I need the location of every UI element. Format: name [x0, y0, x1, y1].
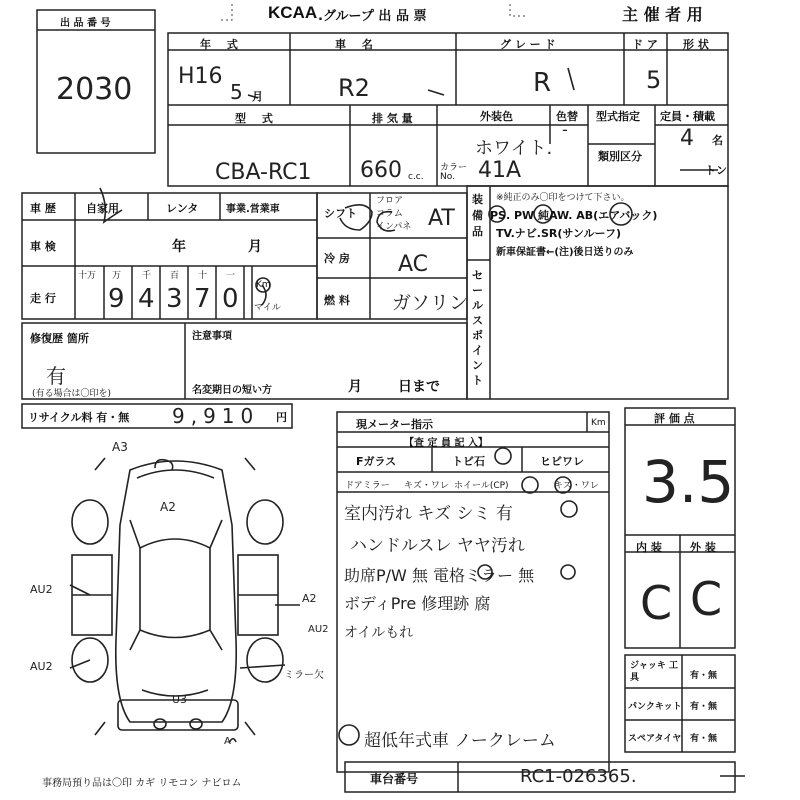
inspection-label: 車 検	[30, 240, 56, 253]
mileage-label: 走 行	[30, 292, 56, 305]
capacity-value: 4	[680, 126, 694, 151]
exterior-color-value: ホワイト.	[475, 138, 553, 159]
equipment-note: ※純正のみ〇印をつけて下さい。	[496, 193, 630, 203]
km-label: Km	[256, 280, 271, 290]
month-unit: 月	[252, 90, 263, 103]
digit-unit-100k: 十万	[78, 271, 97, 281]
door-label: ド ア	[632, 38, 658, 51]
owner-copy-label: 主 催 者 用	[622, 5, 703, 24]
fuel-value: ガソリン	[392, 292, 469, 314]
recycle-fee-unit: 円	[276, 411, 287, 424]
shift-label: シフト	[324, 207, 357, 220]
puncture-kit-label: パンクキット	[628, 702, 682, 712]
digit-unit-1: 一	[226, 271, 236, 281]
remark-line: 助席P/W 無 電格ミラー 無	[344, 566, 535, 585]
shift-option-instrument-panel: インパネ	[376, 222, 412, 232]
score-value: 3.5	[642, 448, 735, 516]
digit-unit-100: 百	[170, 271, 180, 281]
ac-label: 冷 房	[324, 252, 350, 265]
year-label: 年 式	[200, 38, 244, 51]
damage-mark: A3	[112, 440, 128, 454]
vehicle-name-value: R2	[338, 74, 370, 102]
jack-tools-label: ジャッキ 工 具	[630, 661, 678, 683]
damage-mark: AU2	[308, 624, 329, 635]
deadline-label: 名変期日の短い方	[192, 385, 272, 396]
remark-line: オイルもれ	[344, 625, 414, 641]
color-no-value: 41A	[478, 158, 522, 183]
inspection-month: 月	[248, 239, 262, 255]
office-items-note: 事務局預り品は〇印 カギ リモコン ナビロム	[42, 778, 242, 789]
puncture-kit-value: 有・無	[690, 702, 718, 712]
spare-tire-label: スペアタイヤ	[628, 734, 682, 744]
displacement-unit: c.c.	[408, 172, 424, 182]
exterior-label: 外 装	[690, 541, 716, 554]
front-glass-label: Fガラス	[356, 455, 397, 468]
wheel-label: ホイール(CP)	[454, 481, 509, 491]
damage-mark: AU2	[30, 583, 53, 596]
type-spec-label: 型式指定	[596, 110, 640, 123]
shift-option-floor: フロア	[376, 196, 404, 206]
wheel-value: キズ・ワレ	[554, 481, 599, 491]
spare-tire-value: 有・無	[690, 734, 718, 744]
grade-value: R	[533, 68, 552, 98]
remark-line: 室内汚れ キズ シミ 有	[344, 504, 513, 524]
private-use-label: 自家用	[86, 202, 119, 215]
digit-unit-10k: 万	[112, 271, 122, 281]
sales-point-label: セールスポイント	[472, 269, 483, 387]
color-no-label: カラー No.	[440, 163, 468, 182]
repair-history-note: (有る場合は〇印を)	[32, 389, 112, 399]
color-swap-value: -	[562, 120, 568, 139]
chassis-number-value: RC1-026365.	[520, 766, 637, 787]
equipment-line-1: PS. PW 純AW. AB(エアバック)	[490, 209, 658, 222]
displacement-label: 排 気 量	[372, 112, 413, 125]
model-value: CBA-RC1	[215, 160, 312, 185]
bottom-remark: 超低年式車 ノークレーム	[364, 731, 556, 751]
inspection-year: 年	[172, 239, 186, 255]
damage-mark: A2	[302, 592, 317, 605]
year-value: H16	[178, 64, 223, 89]
remark-line: ボディPre 修理跡 腐	[344, 594, 491, 613]
exterior-grade: C	[690, 572, 723, 626]
deadline-day: 日まで	[398, 379, 440, 395]
mile-label: マイル	[254, 303, 281, 313]
repair-history-value: 有	[46, 364, 66, 388]
recycle-fee-label: リサイクル料 有・無	[28, 411, 130, 424]
crack-label: ヒビワレ	[540, 455, 584, 468]
ac-value: AC	[398, 252, 429, 277]
damage-mark: A2	[160, 500, 176, 514]
notes-label: 注意事項	[192, 331, 232, 342]
inspector-label: 【査 定 員 記 入】	[404, 438, 488, 449]
fuel-label: 燃 料	[324, 294, 350, 307]
damage-mark: A	[224, 736, 231, 747]
month-value: 5	[230, 80, 243, 104]
brand-logo: KCAA	[268, 3, 318, 22]
digit-unit-10: 十	[198, 271, 208, 281]
ton-unit: トン	[705, 164, 727, 177]
shift-value: AT	[428, 206, 455, 231]
form-title: .グループ 出 品 票	[318, 9, 427, 24]
interior-grade: C	[640, 576, 673, 630]
damage-mark: ミラー欠	[284, 670, 324, 681]
damage-mark: U3	[172, 693, 188, 706]
door-mirror-value: キズ・ワレ	[404, 481, 449, 491]
rental-label: レンタ	[166, 202, 199, 215]
mileage-digit: 7	[194, 284, 211, 314]
jack-tools-value: 有・無	[690, 671, 718, 681]
deadline-month: 月	[348, 379, 362, 395]
exterior-color-label: 外装色	[480, 110, 513, 123]
recycle-fee-value: 9,910	[172, 404, 260, 428]
model-label: 型 式	[235, 112, 279, 125]
lot-number: 2030	[56, 72, 133, 107]
chip-label: トビ石	[452, 455, 485, 468]
warranty-line: 新車保証書←(注)後日送りのみ	[496, 247, 634, 258]
digit-unit-1k: 千	[142, 271, 152, 281]
equipment-line-2: TV.ナビ.SR(サンルーフ)	[496, 227, 622, 240]
category-label: 類別区分	[598, 150, 642, 163]
door-mirror-label: ドアミラー	[345, 481, 390, 491]
capacity-label: 定員・積載	[660, 110, 715, 123]
shift-option-column: コラム	[376, 209, 403, 219]
vehicle-name-label: 車 名	[335, 38, 379, 51]
damage-mark: AU2	[30, 660, 53, 673]
equipment-label: 装備品	[472, 193, 483, 238]
color-swap-label: 色替	[556, 110, 578, 123]
repair-history-label: 修復歴 箇所	[30, 332, 89, 345]
mileage-digit: 4	[138, 284, 155, 314]
interior-label: 内 装	[636, 541, 662, 554]
shape-label: 形 状	[683, 38, 709, 51]
chassis-number-label: 車台番号	[370, 772, 419, 786]
displacement-value: 660	[360, 158, 402, 183]
mileage-digit: 3	[166, 284, 183, 314]
history-label: 車 歴	[30, 202, 56, 215]
capacity-unit: 名	[712, 134, 723, 147]
mileage-digit: 9	[108, 284, 125, 314]
door-value: 5	[646, 66, 662, 94]
lot-number-label: 出 品 番 号	[60, 18, 111, 29]
mileage-digit: 0	[222, 284, 239, 314]
meter-unit: Km	[591, 418, 606, 428]
meter-label: 現メーター指示	[356, 418, 433, 431]
score-label: 評 価 点	[654, 412, 695, 425]
grade-label: グ レ ー ド	[500, 38, 556, 51]
remark-line: ハンドルスレ ヤヤ汚れ	[350, 536, 525, 556]
business-use-label: 事業.営業車	[226, 204, 280, 215]
